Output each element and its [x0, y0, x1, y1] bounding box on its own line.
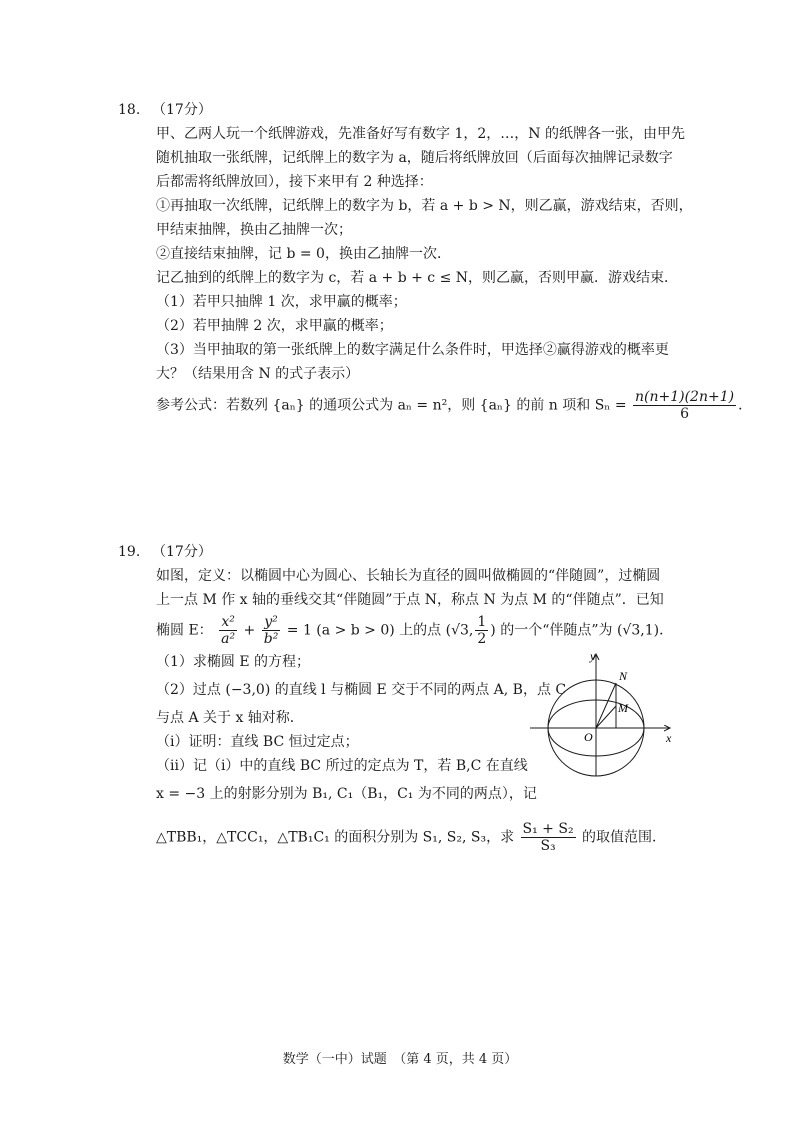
ellipse-condition: = 1 (a > b > 0) 上的点: [286, 622, 442, 639]
q19-points: （17分）: [152, 544, 212, 560]
q18-line-5: 甲结束抽牌，换由乙抽牌一次；: [156, 222, 352, 238]
q19-part-2-i: （i）证明：直线 BC 恒过定点；: [156, 734, 359, 750]
label-y: y: [590, 649, 596, 663]
label-x: x: [666, 731, 672, 745]
q18-reference-formula: [156, 389, 752, 422]
q18-points: （17分）: [152, 102, 212, 118]
label-o: O: [584, 730, 593, 744]
half-fraction: [475, 614, 488, 647]
q18-part-1: （1）若甲只抽牌 1 次，求甲赢的概率；: [156, 294, 407, 310]
label-n: N: [619, 669, 628, 683]
ellipse-companion-circle-figure: [528, 648, 678, 778]
half-denominator: 2: [477, 631, 487, 647]
q18-line-3: 后都需将纸牌放回），接下来甲有 2 种选择：: [156, 174, 433, 190]
segment-on: [596, 683, 616, 728]
ellipse-label: 椭圆 E：: [156, 622, 213, 639]
label-m: M: [618, 701, 628, 715]
q19-line-2: 上一点 M 作 x 轴的垂线交其“伴随圆”于点 N，称点 N 为点 M 的“伴随点”．已知: [156, 592, 664, 608]
q18-part-2: （2）若甲抽牌 2 次，求甲赢的概率；: [156, 318, 393, 334]
plus-sign: +: [243, 622, 256, 639]
area-ratio-numerator: S₁ + S₂: [522, 821, 574, 837]
area-range-text: 的取值范围．: [582, 829, 667, 846]
page-footer: 数学（一中）试题 （第 4 页，共 4 页）: [282, 1052, 518, 1067]
x-squared-denominator: a²: [221, 631, 236, 647]
q19-number: 19.: [118, 544, 141, 560]
area-text: △TBB₁，△TCC₁，△TB₁C₁ 的面积分别为 S₁, S₂, S₃，求: [156, 829, 515, 846]
y-squared-fraction: [262, 614, 281, 647]
q18-line-2: 随机抽取一张纸牌，记纸牌上的数字为 a，随后将纸牌放回（后面每次抽牌记录数字: [156, 150, 673, 166]
x-squared-numerator: x²: [219, 614, 237, 631]
companion-point-text: 的一个“伴随点”为 (√3,1)．: [500, 622, 674, 639]
q18-number: 18.: [118, 102, 141, 118]
sum-fraction: [633, 389, 736, 422]
q18-line-6: ②直接结束抽牌，记 b = 0，换由乙抽牌一次．: [156, 246, 451, 262]
formula-prefix: 参考公式：若数列 {aₙ} 的通项公式为 aₙ = n²，则 {aₙ} 的前 n 项和 Sₙ =: [156, 397, 627, 414]
q19-part-2-cont: 与点 A 关于 x 轴对称．: [156, 710, 304, 726]
area-ratio-denominator: S₃: [540, 838, 556, 854]
q19-part-2-ii-cont: x = −3 上的射影分别为 B₁, C₁（B₁，C₁ 为不同的两点），记: [156, 786, 537, 802]
q18-line-4: ①再抽取一次纸牌，记纸牌上的数字为 b，若 a + b > N，则乙赢，游戏结束，否则，: [156, 198, 693, 214]
point-close: ): [490, 622, 496, 639]
y-squared-denominator: b²: [263, 631, 279, 647]
point-open: (√3,: [445, 622, 474, 639]
area-ratio-fraction: [521, 821, 576, 854]
q19-ellipse-definition: [156, 614, 673, 647]
x-squared-fraction: [219, 614, 237, 647]
half-numerator: 1: [477, 614, 487, 630]
q18-line-1: 甲、乙两人玩一个纸牌游戏，先准备好写有数字 1，2，…，N 的纸牌各一张，由甲先: [156, 126, 685, 142]
formula-end: ．: [738, 397, 753, 414]
q19-part-2-ii-areas: [156, 821, 666, 854]
q18-part-3-cont: 大？（结果用含 N 的式子表示）: [156, 366, 360, 382]
q19-part-2-ii: （ii）记（i）中的直线 BC 所过的定点为 T，若 B,C 在直线: [156, 758, 528, 774]
sum-fraction-denominator: 6: [680, 406, 689, 422]
q18-part-3: （3）当甲抽取的第一张纸牌上的数字满足什么条件时，甲选择②赢得游戏的概率更: [156, 342, 669, 358]
q19-line-1: 如图，定义：以椭圆中心为圆心、长轴长为直径的圆叫做椭圆的“伴随圆”，过椭圆: [156, 568, 661, 584]
segment-om: [596, 706, 616, 728]
q18-line-7: 记乙抽到的纸牌上的数字为 c，若 a + b + c ≤ N，则乙赢，否则甲赢．游戏结束．: [156, 270, 679, 286]
q19-part-2: （2）过点 (−3,0) 的直线 l 与椭圆 E 交于不同的两点 A, B，点 C: [156, 682, 567, 698]
y-squared-numerator: y²: [262, 614, 281, 631]
sum-fraction-numerator: n(n+1)(2n+1): [635, 389, 735, 405]
q19-part-1: （1）求椭圆 E 的方程；: [156, 654, 311, 670]
